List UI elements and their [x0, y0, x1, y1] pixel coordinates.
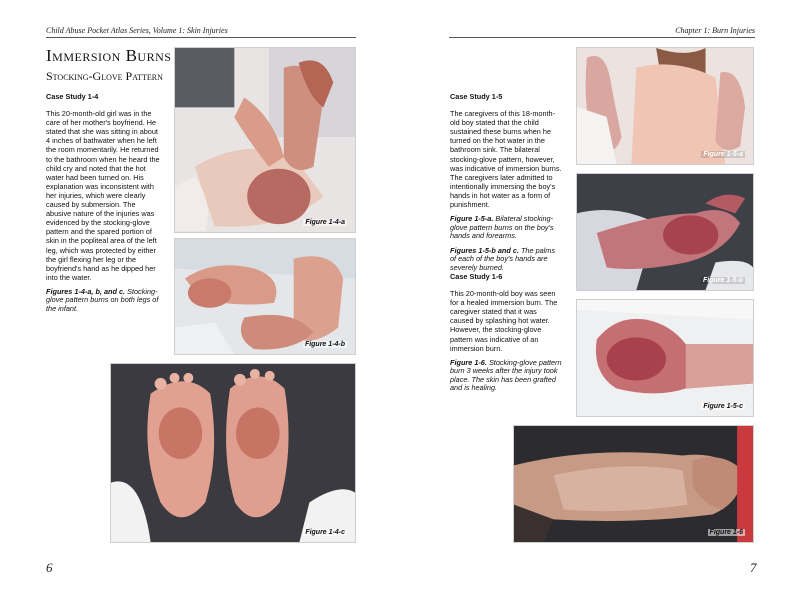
figure-1-4-b-photo	[174, 238, 356, 355]
soles-of-feet-image	[111, 364, 355, 542]
figure-label: Figure 1-4-b	[304, 341, 345, 348]
burned-hand-image	[577, 174, 753, 290]
case-study-1-4	[46, 92, 160, 313]
page-number-left: 6	[46, 560, 53, 575]
caption-ref: Figure 1-6.	[450, 357, 487, 367]
case-study-1-6	[450, 272, 562, 393]
right-page	[400, 0, 800, 600]
figure-label: Figure 1-4-a	[305, 219, 345, 226]
case-body: This 20-month-old boy was seen for a healed immersion burn. The caregiver stated that it was caused by splashing hot water. However, the stocking-glove pattern was indicative of an immersion burn.	[450, 289, 558, 353]
child-hands-image	[577, 48, 753, 164]
case-study-1-5	[450, 92, 562, 272]
healed-burn-arm-image	[514, 426, 753, 542]
infant-legs-image	[175, 48, 355, 232]
caption-text: Stocking-glove pattern burns on both legs of the infant.	[46, 286, 159, 313]
figure-1-5-b-photo	[576, 173, 754, 291]
page-subtitle: Stocking-Glove Pattern	[46, 69, 163, 83]
figure-caption	[46, 288, 160, 314]
figure-label: Figure 1-6	[709, 529, 743, 536]
page-number-right: 7	[750, 560, 757, 575]
case-body: The caregivers of this 18-month-old boy stated that the child sustained these burns when he turned on the hot water in the bathroom sink. The bilateral stocking-glove pattern, however, was indicative of immersion burns. The caregivers later admitted to intentionally immersing the boy's hands in hot water as a form of punishment.	[450, 109, 562, 210]
figure-1-4-a-photo	[174, 47, 356, 233]
case-body: This 20-month-old girl was in the care of her mother's boyfriend. He stated that she was sitting in about 4 inches of bathwater when he left the room momentarily. He returned to the bathroom when he heard the child cry and noted that the hot water had been turned on. His explanation was inconsistent with her injuries, which were clearly caused by submersion. The abusive nature of the injuries was evidenced by the stocking-glove pattern and the spared portion of skin in the popliteal area of the left leg, which was protected by either the girl flexing her leg or the boyfriend's hand as he dipped her into the water.	[46, 109, 160, 282]
figure-1-4-c-photo	[110, 363, 356, 543]
figure-label: Figure 1-4-c	[305, 529, 345, 536]
case-heading: Case Study 1-4	[46, 92, 99, 101]
caption-ref: Figures 1-4-a, b, and c.	[46, 286, 126, 296]
figure-1-5-a-photo	[576, 47, 754, 165]
figure-label: Figure 1-5-b	[702, 277, 743, 284]
caption-ref: Figures 1-5-b and c.	[450, 245, 519, 255]
figure-caption	[450, 359, 562, 393]
caption-ref: Figure 1-5-a.	[450, 214, 494, 224]
figure-label: Figure 1-5-c	[703, 403, 743, 410]
page-title: Immersion Burns	[46, 46, 172, 65]
caption-text: Bilateral stocking-glove pattern burns on the boy's hands and forearms.	[450, 214, 554, 241]
running-head-right: Chapter 1: Burn Injuries	[449, 26, 755, 38]
infant-feet-image	[175, 239, 355, 354]
figure-label: Figure 1-5-a	[703, 151, 743, 158]
figure-1-6-photo	[513, 425, 754, 543]
figure-caption	[450, 247, 562, 273]
figure-caption	[450, 215, 562, 241]
case-heading: Case Study 1-5	[450, 92, 503, 101]
figure-1-5-c-photo	[576, 299, 754, 417]
running-head-left: Child Abuse Pocket Atlas Series, Volume 1: Skin Injuries	[46, 26, 356, 38]
case-heading: Case Study 1-6	[450, 272, 503, 281]
burned-palm-image	[577, 300, 753, 416]
caption-text: The palms of each of the boy's hands are severely burned.	[450, 245, 556, 272]
caption-text: Stocking-glove pattern burn 3 weeks after the injury took place. The skin has been grafted and is healing.	[450, 357, 562, 393]
